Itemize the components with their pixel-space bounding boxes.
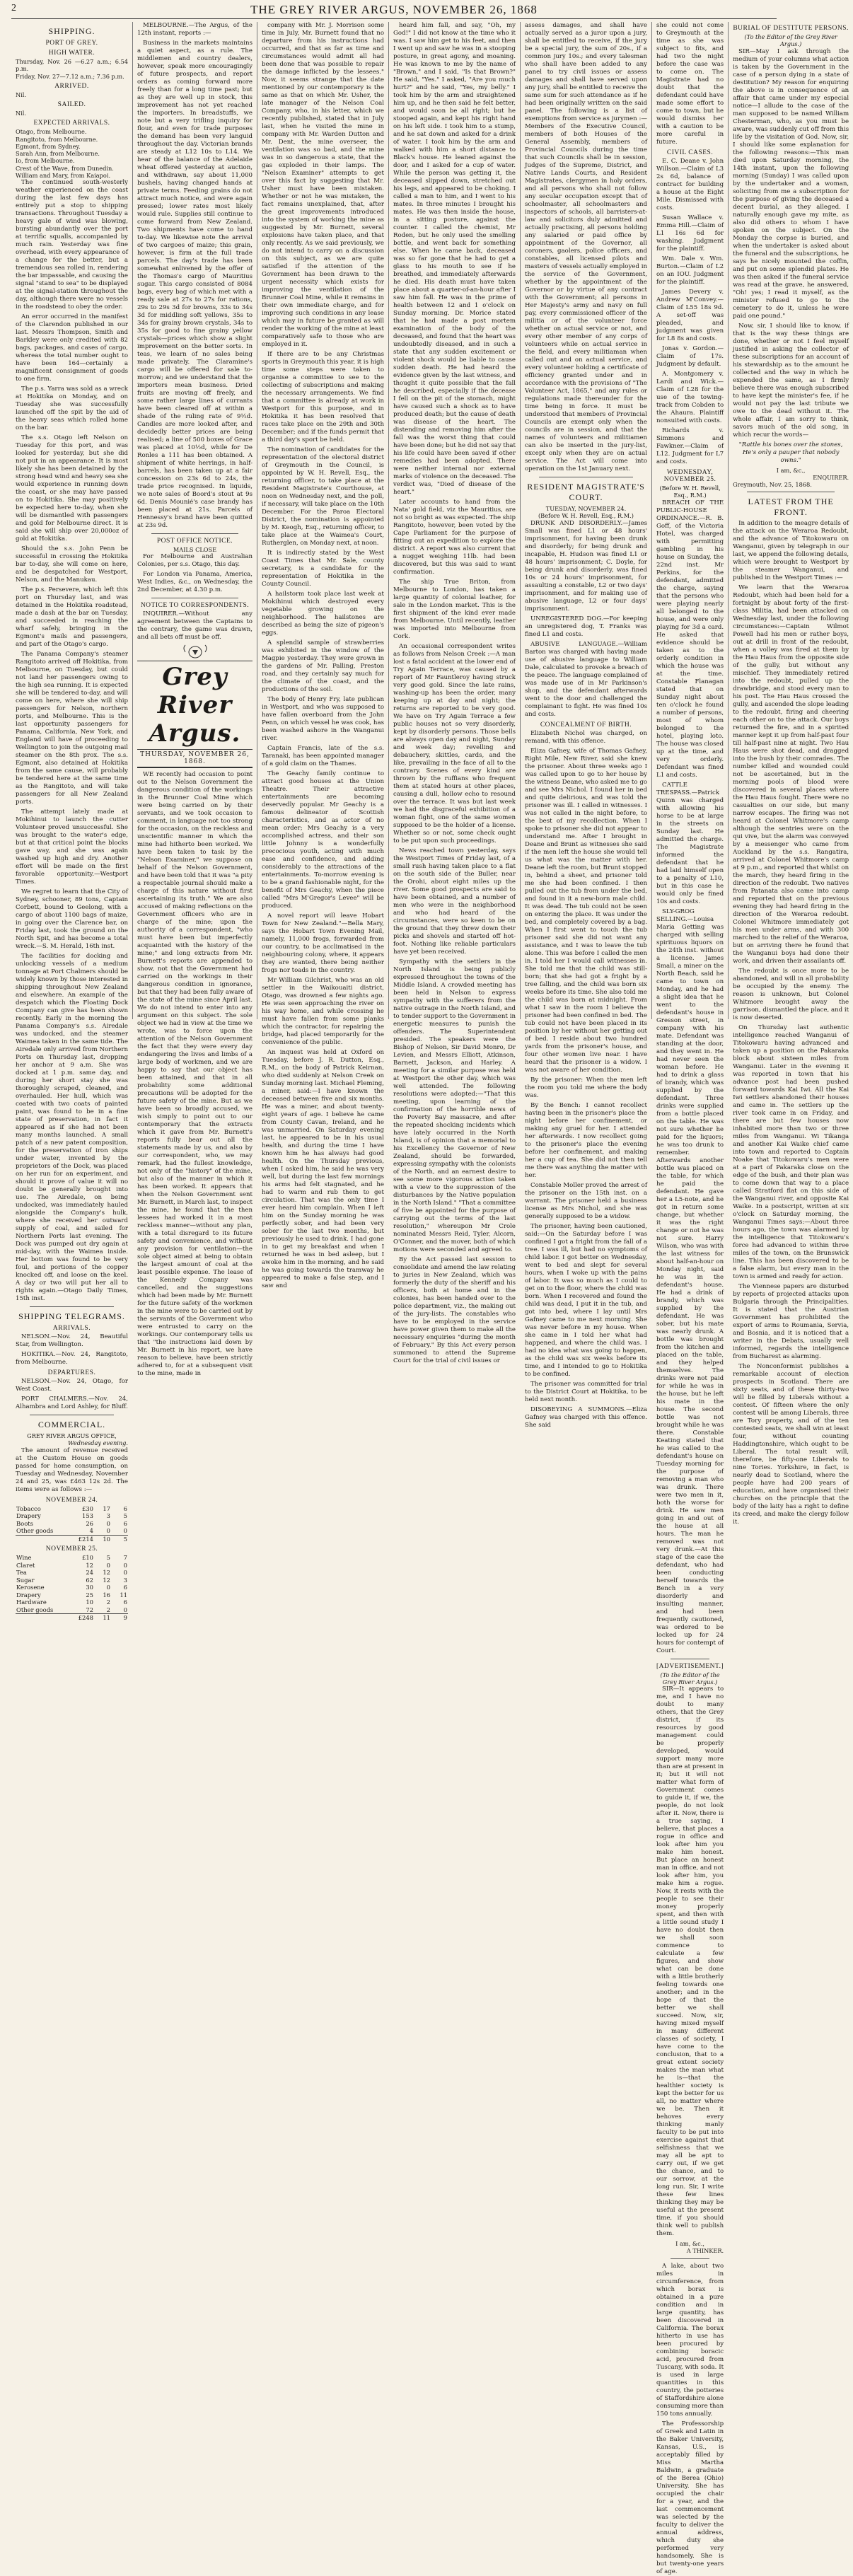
arrived-text: Nil.: [16, 91, 27, 98]
revenue-cell-d: 7: [123, 1554, 127, 1561]
revenue-cell-d: 6: [123, 1584, 127, 1591]
court-paragraph: CATTLE TRESPASS.—Patrick Quinn was charged with allowing his horse to be at large in the streets on Sunday last. He admitted the charge. The Magistrate informed the defendant that he had laid himself open to a penalty of L10, but in this case he would only be fined 10s and costs.: [656, 781, 724, 905]
shipping-paragraph: The continued south-westerly weather experienced on the coast during the last few days has entirely put a stop to shipping transactions. Throughout Tuesday a heavy gale of wind was blowing, bursting abundantly over the port at terrific squalls, accompanied by much rain. Yesterday was fine overhead, with every appearance of a change for the better, but a tremendous sea rolled in, rendering the bar impassable, and causing the signal "stand to sea" to be displayed at the signal-station throughout the day, although there were no vessels in the roadstead to obey the order.: [16, 179, 128, 311]
news-paragraph: company with Mr. J. Morrison some time in July, Mr. Burnett found that no departure from his instructions had occurred, and that as far as time and circumstances would admit all had been done that was possible to repair the damage inflicted by the lessees." Now, it seems strange that the date mentioned by our contemporary is the same as that on which Mr. Usher, the late manager of the Nelson Coal Company, who, in his letter, which we recently published, stated that in July last, when he visited the mine in company with Mr. Warden Dutton and Mr. Dent, the mine overseer, the ventilation was so bad, and the mine was in so dangerous a state, that the gas exploded in their lamps. The "Nelson Examiner" attempts to get over this fact by suggesting that Mr. Usher must have been mistaken. Whether or not he was mistaken, the fact remains unexplained, that, after the great improvements introduced into the system of working the mine as suggested by Mr. Burnett, several explosions have taken place, and that only recently. As we said previously, we do not intend to carry on a discussion on this subject, as we are quite satisfied if the attention of the Government has been drawn to the urgent necessity which exists for improving the ventilation of the Brunner Coal Mine, while it remains in their own immediate charge, and for improving such conditions in any lease which may in future be granted as will render the working of the mine at least comparatively safe to those who are employed in it.: [262, 22, 384, 348]
telegrams-heading: SHIPPING TELEGRAMS.: [18, 1311, 125, 1321]
revenue-cell-s: 0: [106, 1561, 110, 1569]
mail-notice: For Melbourne and Australian Colonies, per s.s. Otago, this day.: [137, 553, 253, 569]
advert-to: (To the Editor of the Grey River Argus.): [660, 1671, 720, 1686]
revenue-cell-item: Boots: [16, 1519, 33, 1527]
notice-text: INQUIRER.—Without any agreement between the Captains to the contrary, the game was drawn, and all bets off must be off.: [137, 610, 253, 642]
court-paragraph: Elizabeth Nichol was charged, on remand, with this offence.: [525, 729, 647, 745]
court-heading: RESIDENT MAGISTRATE'S COURT.: [527, 482, 645, 502]
court-before: (Before W. H. Revell, Esq., R.M.): [538, 512, 634, 520]
revenue-cell-item: Sugar: [16, 1576, 35, 1584]
shipping-heading: SHIPPING.: [48, 26, 95, 36]
revenue-row: [16, 1591, 128, 1599]
letter-paragraph: SIR—It appears to me, and I have no doubt to many others, that the Grey district, if its resources by good management could be properly developed, would support many more than are at present in it; but it will not matter what form of Government comes to guide it, if we, the people, do not look after it. Now, there is a true saying, I believe, that places a rogue in office and look after him you make him honest. But place an honest man in office, and not look after him, you make him a rogue. Now, it rests with the people to see their money properly spent, and then with a little sound study I have no doubt then we shall soon commence to calculate a few figures, and show what can be done with a little brotherly feeling towards one another; and in the hope of that the better we shall succeed. Now, sir, having mixed myself in many different classes of society, I have come to the conclusion, that to a great extent society makes the man what he is—that the healthier society is kept the better for us all, no matter where we be. Then it behoves every thinking manly faculty to be put into exercise against that selfishness that we may all be apt to carry out, if we get the chance, and to our sorrow, at the long run. Sir, I write these few lines thinking they may be useful at the present time, if you should think well to publish them.: [656, 1686, 724, 2237]
revenue-cell-d: 3: [123, 1576, 127, 1584]
telegram-item: NELSON.—Nov. 24, Otago, for West Coast.: [16, 1378, 128, 1393]
market-paragraph: Business in the markets maintains a quiet aspect, as a rule. The middlemen and country dealers, however, speak more encouragingly of future prospects, and report orders as coming forward more freely than for a long time past; but as they are well up in stock, this improvement has not yet reached the importers. In breadstuffs, we note but a very trifling inquiry for flour, and even for trade purposes the demand has been very languid throughout the day. Victorian brands are steady at L12 10s to L14. We hear of the balance of the Adelaide wheat offered yesterday at auction, and withdrawn, say about 11,000 bushels, having changed hands at private terms. Feeding grains do not attract much notice, and were again pressed; lower rates most likely would rule. Supplies still continue to come forward from New Zealand. Two shipments have come to hand to-day. We likewise note the arrival of two cargoes of maize; this grain, however, is firm at the full trade parcels. The day's trade has been somewhat enlivened by the offer of the Thomas's cargo of Mauritius sugar. This cargo consisted of 8084 bags, every bag of which met with a ready sale at 27s to 27s for rations, 29s to 29s 3d for browns, 33s to 34s 3d for middling soft yellows, 35s to 34s for grainy brown crystals, 34s to 35s for good to fine grainy yellow crystals—prices which show a slight improvement on the better sorts. In teas, we learn of no sales being made privately. The Claramine's cargo will be offered for sale to-morrow; and we understand that the importers mean business. Dried fruits are moving off freely, and some rather large lines of currants have been cleared off at within a shade of the ruling rate of 9½d. Candles are more looked after, and decidedly better prices are being realised; a line of 500 boxes of Grace was placed at 10½d, while for De Ronles a 111 has been obtained. A shipment of white herrings, in half-barrels, has been taken up at a fair concession on 23s 6d to 24s, the trade price recognised. In liquids, we note sales of Boord's stout at 9s 6d. Denis Mounié's case brandy has been placed at 21s. Parcels of Hennessy's brand have been quitted at 23s 9d.: [137, 40, 253, 529]
news-paragraph: The Nonconformist publishes a remarkable account of election prospects in Scotland. There are sixty seats, and of these thirty-two will be filled by Liberals without a contest. Of fifteen where the only contest will be among Liberals, three are Tory property, and of the ten contested seats, we shall win at least four, without counting Haddingtonshire, which ought to be Liberal. The total result will, therefore, be fifty-one Liberals to nine Tories. Yorkshire, in fact, is nearly dead to Scotland, where the people have had 200 years of education, and have organised their churches on the principle that the body of the laity has a right to define its creed, and make the clergy follow it.: [733, 1363, 849, 1526]
news-paragraph: Mr William Gilchrist, who was an old settler in the Waikouaiti district, Otago, was drowned a few nights ago. He was seen approaching the river on his way home, and while crossing he must have fallen from some planks which the contractor, for repairing the bridge, had placed temporarily for the convenience of the public.: [262, 977, 384, 1046]
revenue-total-cell: £214: [78, 1535, 93, 1543]
news-paragraph: In addition to the meagre details of the attack on the Weraroa Redoubt, and the advance of Titokowaru on Wanganui, given by telegraph in our last, we append the following details, which were brought to Westport by the steamer Wanganui, and published in the Westport Times :—: [733, 520, 849, 582]
revenue-cell-s: 12: [103, 1576, 110, 1584]
arrived-heading: ARRIVED.: [54, 82, 89, 90]
column-court: [521, 22, 652, 1429]
revenue-row: [16, 1554, 128, 1562]
revenue-cell-d: 6: [123, 1599, 127, 1606]
revenue-cell-l: £30: [82, 1504, 93, 1512]
news-paragraph: The Professorship of Greek and Latin in the Baker University, Kansas, U.S., is acceptably filled by Miss Martha Baldwin, a graduate of the Berea (Ohio) University. She has occupied the chair for a year, and the last commencement was selected by the faculty to deliver the annual address, which duty she performed very handsomely. She is but twenty-one years of age.: [656, 2420, 724, 2575]
revenue-cell-l: 153: [82, 1512, 93, 1519]
news-paragraph: A novel report will leave Hobart Town for New Zealand."—Bella Mary, says the Hobart Town Evening Mail, namely, 11,000 frogs, forwarded from our country, to be acclimatised in the neighbouring colony, where, it appears they are wanted, there being neither frogs nor toads in the country.: [262, 912, 384, 974]
telegram-item: PORT CHALMERS.—Nov. 24, Alhambra and Lord Ashley, for Bluff.: [16, 1396, 128, 1410]
nov24-heading: NOVEMBER 24.: [45, 1496, 98, 1504]
shipping-paragraph: The p.s. Persevere, which left this port on Thursday last, and was detained in the Hokitika roadstead, made a dash at the bar on Tuesday, and succeeded in reaching the wharf safely, bringing in the Egmont's mails and passengers, and part of the Otago's cargo.: [16, 586, 128, 648]
revenue-cell-l: 62: [86, 1576, 93, 1584]
civil-case: E. C. Deane v. John Willson.—Claim of L3 2s 6d, balance of contract for building a house at the Eight Mile. Dismissed with costs.: [656, 158, 724, 211]
expected-item: Otago, from Melbourne.: [16, 128, 87, 136]
revenue-cell-s: 17: [103, 1504, 110, 1512]
court-paragraph: DRUNK AND DISORDERLY.—James Small was fined L1 or 48 hours' imprisonment, for having been drunk and disorderly; for being drunk and incapable, H. Hudson was fined L1 or 48 hours' imprisonment; C. Doyle, for being drunk and disorderly, was fined 10s or 24 hours' imprisonment, for assaulting a constable, L2 or two days' imprisonment, and for making use of abusive language, L2 or four days' imprisonment.: [525, 519, 647, 613]
shipping-paragraph: The p.s. Yarra was sold as a wreck at Hokitika on Monday, and on Tuesday she was successfully launched off the spit by the aid of the heavy seas which rolled home on the bar.: [16, 385, 128, 431]
port-heading: PORT OF GREY.: [45, 40, 98, 47]
revenue-cell-item: Tea: [16, 1569, 27, 1576]
news-paragraph: An occasional correspondent writes as follows from Nelson Creek :—A man lost a fatal accident at the lower end of Try Again Terrace, was caused by a report of Mr Fauntleroy having struck very good gold. Since the late rains, washing-up has been the order, many keeping up at day and night; the returns are reported to be very good. We have on Try Again Terrace a few public houses not so very disorderly, kept by disorderly persons. Those bells are always open day and night, Sunday and week day; revelling and debauchery, skittles, cards, and the like, prevailing in the face of all to the contrary. Scenes of every kind are thrown by the ruffians who frequent them at stated hours at other places, causing a dull, hollow echo to resound over the terrace. It was but last week we had the disgraceful exhibition of a woman fight, one of the same women supposed to be the holder of a license. Whether so or not, some check ought to be put upon such proceedings.: [393, 643, 516, 845]
letter-sign: I am, &c.,: [675, 2240, 704, 2247]
court-paragraph: SLY-GROG SELLING.—Louisa Maria Getting was charged with selling spirituous liquors on the 24th inst. without a license. James Small, a miner on the North Beach, said he came to town on Monday, and he had a slight idea that he went to the defendant's house in Gresson street, in company with his mate. Defendant was standing at the door, and they went in. He had never seen the woman before. He had to drink a glass of brandy, which was supplied by the defendant. Three drinks were supplied from a bottle placed on the table. He was not sure whether he paid for the liquors; he was too drunk to remember. Afterwards another bottle was placed on the table, for which he paid the defendant. He gave her a L5-note, and he got in return some change, but whether it was the right change or not he was not sure. Harry Wilson, who was with the last witness for about half-an-hour on Monday night, said he was in the defendant's house. He had a drink of brandy, which was supplied by the defendant. He was sober, but his mate was nearly drunk. A bottle was brought from the kitchen and placed on the table, and they helped themselves. The drinks were not paid for while he was in the house, but he left his mate in the house. The second bottle was not brought while he was there. Constable Keating stated that he was called to the defendant's house on Tuesday morning for the purpose of removing a man who was drunk. There were two men in it, both the worse for drink. He saw men going in and out of the house at all hours. The man he removed was not very drunk.—At this stage of the case the defendant, who had been conducting herself towards the Bench in a very disorderly and insulting manner, and had been frequently cautioned, was ordered to be locked up for 24 hours for contempt of Court.: [656, 907, 724, 1654]
letter-name: A THINKER.: [686, 2247, 724, 2255]
news-paragraph: On Thursday last authentic intelligence reached Wanganui of Titokowaru having advanced and taken up a position on the Pakaraka block about sixteen miles from Wanganui. Later in the evening it was reported in town that his advance post had been pushed forward towards Kai Iwi. All the Kai Iwi settlers abandoned their houses and came in. The settlers up the river took came in on Friday, and there are but few houses now inhabited more than two or three miles from Wanganui. Wi Tikanga and another Kai Waike chief came into town and reported to Captain Noake that Titokowaru's men were at a part of Pakaraka close on the edge of the bush, and their plan was to come down that way to a place called Stratford flat on this side of the Wanganui river, and opposite Kai Waike. In a postscript, written at six o'clock on Saturday morning, the Wanganui Times says:—About three hours ago, the town was alarmed by the intelligence that Titokowaru's force had advanced to within three miles of the town, on the Brunswick line. This has been discovered to be a false alarm, but every man in the town is armed and ready for action.: [733, 1024, 849, 1281]
revenue-table-nov25: [16, 1554, 128, 1622]
court-paragraph: ABUSIVE LANGUAGE.—William Barton was charged with having made use of abusive language to William Dale, calculated to provoke a breach of the peace. The language complained of was made use of in Mr Parkinson's shop, and the defendant afterwards went to the door and challenged the complainant to fight. He was fined 10s and costs.: [525, 640, 647, 718]
commercial-office: GREY RIVER ARGUS OFFICE,: [27, 1432, 117, 1439]
revenue-row: [16, 1520, 128, 1528]
column-markets: [133, 22, 257, 1378]
nov25-heading: NOVEMBER 25.: [45, 1545, 98, 1553]
revenue-cell-item: Claret: [16, 1561, 35, 1569]
revenue-row: [16, 1599, 128, 1606]
expected-item: William and Mary, from Kaiapoi.: [16, 171, 111, 179]
revenue-total-cell: £248: [78, 1614, 93, 1621]
letter-place: Greymouth, Nov. 25, 1868.: [733, 481, 812, 488]
news-paragraph: A splendid sample of strawberries was exhibited in the window of the Magpie yesterday. They were grown in the gardens of Mr. Palling, Preston road, and they certainly say much for the climate of the coast, and the productions of the soil.: [262, 639, 384, 693]
revenue-total-cell: 11: [94, 1614, 111, 1622]
court-paragraph: Eliza Gafney, wife of Thomas Gafney, Right Mile, New River, said she knew the prisoner. About three weeks ago I was called upon to go to her house by the witness Deane, who asked me to go and see Mrs Nichol. I found her in bed and quite delirious, and was told the prisoner was ill. I called in witnesses. I was not called in the night before, to the best of my recollection. When I spoke to prisoner she did not appear to understand me. After I brought in Deane and Brunt as witnesses she said if the men left the house she would tell us what was the matter with her. Deane left the room, but Brunt stopped in, behind a sheet, and prisoner told me she had been confined. I then pulled out the tub from under the bed, and found in it a new-born male child. It was dead. The tub could not be seen on entering the place. It was under the bed, and completely covered by a bag. When I first went to touch the tub prisoner said she did not want any assistance, and I was to leave the tub alone. This was before I called the men in. I told her I would call witnesses in. She told me that the child was still-born; that she had got a fright by a tree falling, and the child was born six weeks before its time. She also told me the child was born at midnight. From what I saw in the room I believe the prisoner had been confined in bed. The tub could not have been placed in its position by her without her getting out of bed. I reside about two hundred yards from the prisoner's house, and four other women live near. I have heard that the prisoner is a widow. I was not aware of her condition.: [525, 747, 647, 1074]
news-paragraph: The body of Henry Fry, late publican in Westport, and who was supposed to have fallen overboard from the John Penn, on which vessel he was cook, has been washed ashore in the Wanganui river.: [262, 696, 384, 742]
letter-paragraph: Now, sir, I should like to know, if that is the way these things are done, whether or not I feel myself justified in asking the collector of these subscriptions for an account of his stewardship as to the amount he collected and the way in which he expended the same, as I firmly believe there was enough subscribed to have kept the minister's fee, if he would not pay the last tribute we owe to the dead without it. The whole affair, I am sorry to think, savors much of the old song, in which recur the words—: [733, 322, 849, 439]
court-paragraph: she could not come to Greymouth at the time as she was subject to fits, and had two the night before the case was to come on. The Magistrate had no doubt that the defendant could have made some effort to come to town, but he would dismiss her with a caution to be more careful in future.: [656, 22, 724, 146]
burial-heading: BURIAL OF DESTITUTE PERSONS.: [733, 25, 849, 32]
masthead-title: THE GREY RIVER ARGUS, NOVEMBER 26, 1868: [250, 3, 538, 16]
column-civil-cases: [652, 22, 729, 2575]
page-number: 2: [11, 3, 17, 13]
court-paragraph: Constable Moller proved the arrest of the prisoner on the 15th inst. on a warrant. The prisoner held a business license as Mrs Nichol, and she was generally supposed to be a widow.: [525, 1181, 647, 1220]
newspaper-flag: Grey River Argus.: [137, 661, 253, 750]
news-paragraph: We learn that the Weraroa Redoubt, which had been held for a fortnight by about forty of the first-class Militia, had been attacked on Wednesday last, under the following circumstances:—Captain Wilmot Powell had his men or rather boys, out at drill in front of the redoubt, when a volley was fired at them by the Hau Haus from the opposite side of the gully, but without any mischief. They immediately retired into the redoubt, pulled up the drawbridge, and stood every man to his post. The Hau Haus crossed the gully, and ascended the slope leading to the redoubt, firing and cheering each other on to the attack. Our boys returned the fire, and in a spirited manner kept it up from half-past four till half-past nine at night. Two Hau Haus were shot dead, and dragged into the bush by their comrades. The number killed and wounded could not be ascertained, but in the morning pools of blood were discovered in several places where the Hau Haus fought. There were no casualties on our side, but many narrow escapes. The firing was not heard at Colonel Whitmore's camp although the sentries were on the qui vive, but the alarm was conveyed by a messenger who came from Auckland by the s.s. Rangatira, arrived at Colonel Whitmore's camp at 9 p.m., and reported that whilst on the march, they heard firing in the direction of the redoubt. Two natives from Patanata also came into camp and reported that on the previous evening they had heard firing in the direction of the Weraroa redoubt. Colonel Whitmore immediately got his men under arms, and with 300 marched to the relief of the Weraroa, but on arriving there he found that the Wanganui boys had done their work, and driven their assailants off.: [733, 584, 849, 965]
letter-paragraph: SIR—May I ask through the medium of your columns what action is taken by the Government in the case of a person dying in a state of destitution? My reason for enquiring the above is in consequence of an affair that came under my especial notice—I allude to the case of the man supposed to be named William Chesterman, who, as you must be aware, was suddenly cut off from this life by the visitation of God. Now, sir, I should like some explanation for the following reasons:—This man died upon Saturday morning, the 14th instant, upon the following morning (Sunday) I was called upon by the undertaker and a woman, soliciting from me a subscription for the purpose of giving the deceased a decent burial, as they alleged. I naturally enough gave my mite, as also did others to whom I have spoken on the subject. On the Monday the corpse is buried, and when the undertaker is asked about the funeral and the subscriptions, he says he nicely mounted the coffin, and put on some splendid plates. He was then asked if the funeral service was read at the grave, he answered, "Oh! yes; I read it myself, as the minister refused to go to the cemetery to do it, unless he were paid one pound.": [733, 47, 849, 320]
letter-quote: "Rattle his bones over the stones, He's only a pauper that nobody owns.": [738, 441, 843, 464]
revenue-cell-s: 0: [106, 1519, 110, 1527]
court-paragraph: By the prisoner: When the men left the room you told me where the body was.: [525, 1076, 647, 1099]
revenue-total-cell: 5: [111, 1535, 128, 1543]
revenue-cell-item: Drapery: [16, 1591, 41, 1599]
news-paragraph: The ship True Briton, from Melbourne to London, has taken a large quantity of colonial leather, for sale in the London market. This is the first shipment of the kind ever made from Melbourne. Until recently, leather was imported into Melbourne from Cork.: [393, 579, 516, 640]
expected-item: Egmont, from Sydney.: [16, 142, 81, 150]
expected-item: Io, from Melbourne.: [16, 157, 75, 165]
high-water-heading: HIGH WATER.: [48, 50, 95, 57]
arrivals-heading: ARRIVALS.: [52, 1325, 91, 1332]
revenue-cell-s: 12: [103, 1569, 110, 1576]
revenue-row: [16, 1562, 128, 1570]
shipping-paragraph: The Panama Company's steamer Rangitoto arrived off Hokitika, from Melbourne, on Tuesday, but could not land her passengers owing to the high sea running. It is expected she will be tendered to-day, and will come on here, where she will ship passengers for Nelson, northern ports, and Melbourne. This is the last opportunity passengers for Panama, California, New York, and England will have of proceeding to Wellington to join the outgoing mail steamer on the 8th prox. The s.s. Egmont, also detained at Hokitika from the same cause, will probably be tendered here at the same time as the Rangitoto, and will take passengers for all New Zealand ports.: [16, 651, 128, 806]
expected-item: Sarah Ann, from Melbourne.: [16, 150, 100, 157]
divider: [671, 2258, 709, 2259]
news-paragraph: Sympathy with the settlers in the North Island is being publicly expressed throughout the towns of the Middle Island. A crowded meeting has been held in Nelson to express sympathy with the sufferers from the native outrage in the North Island, and to tender support to the Government in energetic measures to punish the offenders. The Superintendent presided. The speakers were the Bishop of Nelson, Sir David Monro, Dr Levien, and Messrs Elliott, Atkinson, Barnett, Jackson, and Harley. A meeting for a similar purpose was held at Westport the other day, which was well attended. The following resolutions were adopted:—"That this meeting, upon learning of the confirmation of the horrible news of the Poverty Bay massacre, and after the repeated shocking incidents which have lately occurred in the North Island, is of opinion that a memorial to his Excellency the Governor of New Zealand, should be forwarded, expressing sympathy with the colonists of the North, and an earnest desire to see some more vigorous action taken with a view to the suppression of the disturbances by the Native population in the North Island." "That a committee of five be appointed for the purpose of carrying out the terms of the last resolution," whereupon Mr Crole nominated Messrs Reid, Tyler, Alcorn, O'Conner, and the mover, both of which motions were seconded and agreed to.: [393, 958, 516, 1253]
revenue-cell-s: 3: [106, 1512, 110, 1519]
revenue-total-row: [16, 1614, 128, 1622]
revenue-cell-s: 0: [106, 1584, 110, 1591]
revenue-cell-s: 5: [106, 1554, 110, 1561]
high-water-line: Thursday, Nov. 26 —6.27 a.m.; 6.54 p.m.: [16, 58, 128, 73]
sailed-heading: SAILED.: [57, 101, 86, 108]
divider: [30, 1306, 114, 1307]
court-paragraph: The prisoner, having been cautioned, said:—On the Saturday before I was confined I got a fright from the fall of a tree. I was ill, but had no symptoms of child labor. I got better on Wednesday, went to bed and slept for several hours, when I woke up with the pains of labor. It was so much as I could to get on to the floor, where the child was born. When I recovered and found the child was dead, I put it in the tub, and got into bed, where I lay until Mrs Gafney came to me next morning. She was never before in my house. When she came in I told her what had happened, and where the child was. I had no idea what was going to happen, as the child was six weeks before its time, and I intended to go to Hokitika to be confined.: [525, 1222, 647, 1378]
revenue-cell-l: 25: [86, 1591, 93, 1599]
revenue-cell-l: 72: [86, 1606, 93, 1613]
news-paragraph: An inquest was held at Oxford on Tuesday, before J. R. Dutton, Esq., R.M., on the body of Patrick Keirnan, who died suddenly at Nelson Creek on Sunday morning last. Michael Fleming, a miner, said:—I have known the deceased between five and six months. He was a miner, and about twenty-eight years of age. I believe he came from County Cavan, Ireland, and he was unmarried. On Saturday evening last, he appeared to be in his usual health, and during the time I have known him he has always had good health. On the Thursday previous, when I asked him, he said he was very well, but during the last few mornings his arms had felt stagnated, and he had to warm and rub them to get circulation. That was the only time I ever heard him complain. When I left him on the Sunday morning he was perfectly sober, and had been very sober for the last two months, but previously he used to drink. I had gone in to get my breakfast and when I returned he was in bed asleep, but I awoke him in the morning, and he said he was going towards the tramway he appeared to make a false step, and I saw and: [262, 1049, 384, 1289]
sailed-text: Nil.: [16, 110, 27, 117]
revenue-cell-l: 30: [86, 1584, 93, 1591]
revenue-cell-d: 6: [123, 1519, 127, 1527]
revenue-total-cell: [16, 1614, 77, 1622]
revenue-cell-s: 0: [106, 1527, 110, 1534]
revenue-total-cell: 9: [111, 1614, 128, 1622]
news-paragraph: News reached town yesterday, says the Westport Times of Friday last, of a small rush having taken place to a flat on the south side of the Buller, near the Orohi, about eight miles up the river. Some good prospects are said to have been obtained, and a number of men who were in the neighborhood and who had heard of the circumstances, were so keen to be on the ground that they threw down their picks and shovels and started off hot-foot. Nothing like reliable particulars have yet been received.: [393, 847, 516, 956]
wednesday-heading: WEDNESDAY, NOVEMBER 25.: [663, 469, 716, 483]
market-paragraph: MELBOURNE.—The Argus, of the 12th instant, reports :—: [137, 22, 253, 37]
civil-case: James Devery v. Andrew M'Convey.—Claim of L55 18s 9d. A set-off was pleaded, and judgment was given for L8 8s and costs.: [656, 289, 724, 342]
revenue-cell-s: 16: [103, 1591, 110, 1599]
revenue-cell-s: 2: [106, 1599, 110, 1606]
masthead: [11, 3, 777, 19]
revenue-cell-item: Other goods: [16, 1527, 54, 1534]
revenue-cell-item: Wine: [16, 1554, 32, 1561]
notice-heading: NOTICE TO CORRESPONDENTS.: [140, 602, 250, 610]
revenue-cell-l: 26: [86, 1519, 93, 1527]
revenue-cell-s: 2: [106, 1606, 110, 1613]
court-paragraph: By the Bench: I cannot recollect having been in the prisoner's place the night before her confinement, or making any gruel for her. I attended her afterwards. I now recollect going to the prisoner's place the evening before her confinement, and making her a cup of tea. She did not then tell me there was anything the matter with her.: [525, 1101, 647, 1179]
revenue-row: [16, 1527, 128, 1535]
court-subheading: CONCEALMENT OF BIRTH.: [540, 721, 632, 729]
shipping-paragraph: The attempt lately made at Mokihinui to launch the cutter Volunteer proved unsuccessful. She was brought to the water's edge, but at that critical point the blocks gave way, and she was again washed up high and dry. Another effort will be made on the first favorable opportunity.—Westport Times.: [16, 808, 128, 886]
revenue-cell-l: 10: [86, 1599, 93, 1606]
revenue-total-cell: [16, 1535, 77, 1543]
news-paragraph: The nomination of candidates for the representation of the electoral district of Greymouth in the Council, is appointed by W. H. Revell, Esq., the returning officer, to take place at the Resident Magistrate's Courthouse, at noon on Wednesday next, and the poll, if necessary, will take place on the 10th December. For the Paroa Electoral District, the nomination is appointed by M. Keogh, Esq., returning officer, to take place at the Waimea's Court, Rutherglen, on Monday next, at noon.: [262, 446, 384, 547]
news-paragraph: Later accounts to hand from the Nata' gold field, viz the Mauritius, are not so bright as was expected. The ship Rangitoto, however, been voted by the Cape Parliament for the purpose of fitting out an expedition to explore the district. A report was also current that a nugget weighing 11lb. had been discovered, but this was said to want confirmation.: [393, 499, 516, 576]
news-paragraph: assess damages, and shall have actually served as a juror upon a jury, shall be entitled to receive, if the jury be a special jury, the sum of 20s., if a common jury 10s.; and every talesman who shall have been added to any panel to try civil issues or assess damages and shall have served upon any jury, shall be entitled to receive the same sum for such attendance as if he had been originally written on the said panel. The following is a list of exemptions from service as jurymen :—Members of the Executive Council, members of both Houses of the General Assembly, members of Provincial Councils during the time that such Councils shall be in session, Judges of the Supreme, District, and Native Lands Courts, and Resident Magistrates, clergymen in holy orders, and all persons who shall not follow any secular occupation except that of schoolmaster, all schoolmasters and inspectors of schools, all barristers-at-law and solicitors duly admitted and actually practising, all persons holding any salaried or paid office by appointment of the Governor, all coroners, gaolers, police officers, and constables, all licensed pilots and masters of vessels actually employed in the service of the Government, whether by the appointment of the Governor or by virtue of any contract with the Government; all persons in Her Majesty's army and navy on full pay, every commissioned officer of the militia or of the volunteer force whether on actual service or not, and every other member of any corps of volunteers while on actual service in the field, and every militiaman when called out and on actual service, and every volunteer holding a certificate of efficiency granted under and in accordance with the provisions of "The Volunteer Act, 1865," and any rules or regulations made thereunder for the time being in force. It must be understood that members of Provincial Councils are exempt only when the councils are in session, and that the names of volunteers and militiamen can also be inserted in the jury-list, except only when they are on actual service. The Act will come into operation on the 1st January next.: [525, 22, 647, 472]
latest-heading: LATEST FROM THE FRONT.: [748, 497, 834, 518]
revenue-cell-d: 5: [123, 1512, 127, 1519]
shipping-paragraph: We regret to learn that the City of Sydney, schooner, 89 tons, Captain Corbett, bound to Geelong, with a cargo of about 1100 bags of maize, in going over the Clarence bar, on Friday last, took the ground on the North Spit, and has become a total wreck.—S. M. Herald, 16th inst.: [16, 888, 128, 950]
leader-paragraph: WE recently had occasion to point out to the Nelson Government the dangerous condition of the workings in the Brunner Coal Mine which were being carried on by their servants, and we took occasion to comment, in language not too strong for the occasion, on the reckless and unscientific manner in which the mine had hitherto been worked. We have been taken to task by the "Nelson Examiner," we suppose on behalf of the Nelson Government, and have been told that it was "a pity a respectable journal should make a charge of this nature without first ascertaining its truth." We are also accused of making reflections on the Government officers who are in charge of the mine; upon the authority of a correspondent, "who must have been but imperfectly acquainted with the history of the mine;" and long extracts from Mr. Burnett's reports are appended to show, not that the Government had carried on the workings in their dangerous condition in ignorance, but that they had been fully aware of the state of the mine since April last. We do not intend to enter into any argument on this subject. The sole object we had in view at the time we wrote, was to force upon the attention of the Nelson Government the fact that they were every day endangering the lives and limbs of a large body of workmen, and we are happy to say that our object has been attained, and that in all probability some additional precautions will be adopted for the future safety of the mine. But as we have been so broadly accused, we wish simply to point out to our contemporary that the extracts which it gave from Mr. Burnett's reports fully bear out all the statements made by us, and also by our correspondent, who, we may remark, had the fullest knowledge, not only of the "history" of the mine, but also of the manner in which it has been worked. It appears that when the Nelson Government sent Mr. Burnett, in March last, to inspect the mine, he found that the then lessees had worked it in a most reckless manner—without any plan, with a total disregard to its future safety and convenience, and without any provision for ventilation—the sole object aimed at being to obtain the largest amount of coal at the least possible expense. The lease of the Kennedy Company was cancelled, and the suggestions which had been made by Mr. Burnett for the future safety of the workmen in the mine were to be carried out by the servants of the Government who were entrusted to carry on the workings. Our contemporary tells us that "the instructions laid down by Mr. Burnett in his report, we have reason to believe, have been strictly adhered to, for at a subsequent visit to the mine, made in: [137, 771, 253, 1378]
news-paragraph: A lake, about two miles in circumference, from which borax is obtained in a pure condition and in large quantity, has been discovered in California. The borax hitherto in use has been procured by combining boracic acid, procured from Tuscany, with soda. It is used in large quantities in this country, the potteries of Staffordshire alone consuming more than 150 tons annually.: [656, 2262, 724, 2418]
telegram-item: NELSON.—Nov. 24, Beautiful Star, from Wellington.: [16, 1333, 128, 1348]
expected-item: Crest of the Wave, from Dunedin.: [16, 164, 114, 172]
court-date: TUESDAY, NOVEMBER 24.: [545, 505, 627, 512]
revenue-row: [16, 1606, 128, 1614]
civil-case: Wm. Dale v. Wm. Burton.—Claim of L2 on an IOU. Judgment for the plaintiff.: [656, 255, 724, 286]
revenue-row: [16, 1569, 128, 1577]
post-office-heading: POST OFFICE NOTICE.: [156, 538, 233, 545]
revenue-cell-item: Drapery: [16, 1512, 41, 1519]
news-paragraph: By the Act passed last session to consolidate and amend the law relating to juries in New Zealand, which was formerly the duty of the sheriff and his officers, both at home and in the colonies, has been handed over to the police department, viz., the making out of the jury-lists. The constables who have to be employed in the service have power given them to make all the necessary enquiries "during the month of February." By this Act every person summoned to attend the Supreme Court for the trial of civil issues or: [393, 1256, 516, 1364]
letter-sign: I am, &c.,: [776, 466, 806, 474]
court-paragraph: The prisoner was committed for trial to the District Court at Hokitika, to be held next month.: [525, 1380, 647, 1403]
commercial-intro: The amount of revenue received at the Custom House on goods passed for home consumption, on Tuesday and Wednesday, November 24 and 25, was £463 12s 2d. The items were as follows :—: [16, 1446, 128, 1493]
shipping-paragraph: The facilities for docking and unlocking vessels of a medium tonnage at Port Chalmers should be widely known by those interested in shipping throughout New Zealand and elsewhere. An example of the despatch which the Floating Dock Company can give has been shown recently. Early in the morning the Panama Company's s.s. Airedale was undocked, and the steamer Waimea taken in the same tide. The Airedale only arrived from Northern Ports on Thursday last, dropping her anchor at 9 a.m. She was docked at 1 p.m. same day, and during her short stay she was thoroughly scraped, cleaned, and overhauled. Her hull, which was coated with two coats of painted paint, was found to be in a fine state of preservation, in fact it appeared as if she had not been many months launched. A small patch of a new patent composition, for the preservation of iron ships under water, invented by the proprietors of the Dock, was placed on her run for an experiment, and should it prove of value it will no doubt be generally brought into use. The Airedale, on being undocked, was immediately hauled alongside the Company's hulk, where she received her outward supply of coal, and sailed for Northern Ports last evening. The Dock was pumped out dry again at mid-day, with the Waimea inside. Her bottom was found to be very foul, and portions of the copper knocked off, and loose on the keel. A day or two will put her all to rights again.—Otago Daily Times, 15th inst.: [16, 953, 128, 1302]
revenue-cell-item: Tobacco: [16, 1504, 41, 1512]
column-local-news: [257, 22, 389, 1289]
revenue-row: [16, 1577, 128, 1584]
civil-case: Susan Wallace v. Emma Hill.—Claim of L1 16s 6d for washing. Judgment for the plaintiff.: [656, 214, 724, 253]
expected-item: Rangitoto, from Melbourne.: [16, 135, 98, 143]
expected-heading: EXPECTED ARRIVALS.: [33, 120, 110, 127]
news-paragraph: If there are to be any Christmas sports in Greymouth this year, it is high time some steps were taken to organise a committee to see to the collecting of subscriptions and making the necessary arrangements. We find that a committee is already at work in Westport for this purpose, and in Hokitika it has been resolved that races take place on the 29th and 30th December; and if the funds permit that a third day's sport be held.: [262, 351, 385, 443]
news-paragraph: heard him fall, and say, "Oh, my God!" I did not know at the time who it was. I saw him get to his feet, and then I went up and saw he was in a stooping posture, in great agony, and moaning. He was known to me by the name of "Brown," and I said, "Is that Brown?" He said, "Yes." I asked, "Are you much hurt?" and he said, "Yes, my belly." I took him by the arm and straightened him up, and he then said he felt better, and would soon be all right; but he stooped again, and kept his right hand on his left side. I took him to a stump, and he sat down and asked for a drink of water. I took him by the arm and walked with him a short distance to Black's house. He leaned against the door, and I asked for a cup of water. While the person was getting it, the deceased slipped down, stretched out his legs, and appeared to be choking. I called a man to him, and I went to his mates. In three minutes I brought his mates. He was then inside the house, in a sitting posture, against the counter. I called the chemist, Mr Roden, but he only used the smelling bottle, and went back for something else. When he came back, deceased was so far gone that he had to get a glass to his mouth to see if he breathed, and immediately afterwards he died. His death must have taken place about a quarter-of-an-hour after I saw him fall. He was in the prime of health between 12 and 1 o'clock on Sunday morning. Dr. Morice stated that he had made a post mortem examination of the body of the deceased, and found that the heart was undoubtedly diseased, and in such a state that any sudden excitement or violent shock would be liable to cause sudden death. He had heard the evidence given by the last witness, and thought it quite possible that the fall he described, especially if the decease I fell on the pit of the stomach, might have caused such a shock as to have produced death; but the cause of death was disease of the heart. The distending and removing him after the fall was the worst thing that could have been done; but he did not say that his life could have been saved if other remedies had been adopted. There were neither internal nor external marks of violence on the deceased. The verdict was, "Died of disease of the heart.": [393, 22, 516, 496]
news-paragraph: The redoubt is once more to be abandoned, and will in all probability be occupied by the enemy. The reason is unknown, but Colonel Whitmore brought away the garrison, dismantled the place, and it is now deserted.: [733, 968, 849, 1022]
commercial-day: Wednesday evening.: [68, 1439, 128, 1447]
revenue-total-cell: 10: [94, 1535, 111, 1543]
commercial-heading: COMMERCIAL.: [37, 1420, 106, 1429]
column-shipping: [11, 22, 133, 1621]
news-paragraph: It is indirectly stated by the West Coast Times that Mr. Sale, county secretary, is a candidate for the representation of Hokitika in the County Council.: [262, 550, 384, 588]
revenue-cell-l: 24: [86, 1569, 93, 1576]
court-paragraph: UNREGISTERED DOG.—For keeping an unregistered dog, T. Franks was fined L1 and costs.: [525, 615, 647, 638]
revenue-cell-d: 0: [123, 1561, 127, 1569]
revenue-cell-l: £10: [82, 1554, 93, 1561]
revenue-cell-l: 4: [89, 1527, 93, 1534]
civil-case: Jonas v. Gordon.—Claim of 17s. Judgment by default.: [656, 345, 724, 368]
court-paragraph: DISOBEYING A SUMMONS.—Eliza Gafney was charged with this offence. She said: [525, 1405, 647, 1429]
advert-heading: [ADVERTISEMENT.]: [656, 1662, 724, 1670]
burial-to: (To the Editor of the Grey River Argus.): [744, 33, 837, 48]
revenue-cell-d: 0: [123, 1527, 127, 1534]
column-front-news: [729, 22, 853, 1526]
revenue-cell-item: Other goods: [16, 1606, 54, 1613]
revenue-cell-item: Kerosene: [16, 1584, 45, 1591]
shipping-paragraph: An error occurred in the manifest of the Clarendon published in our last. Messrs Thompson, Smith and Barkley were only credited with 82 bags, packages, and cases of cargo, whereas the total number ought to have been 164—certainly a magnificent consignment of goods to one firm.: [16, 313, 128, 383]
civil-heading: CIVIL CASES.: [666, 149, 714, 156]
revenue-row: [16, 1584, 128, 1591]
court-before: (Before W. H. Revell, Esq., R.M.): [659, 485, 721, 499]
revenue-table-nov24: [16, 1505, 128, 1543]
column-inquest: [389, 22, 521, 1364]
high-water-line: Friday, Nov. 27—7.12 a.m.; 7.36 p.m.: [16, 72, 124, 80]
civil-case: A. Montgomery v. Lardi and Wick.—Claim of L28 for the use of the towing-track from Cobden to the Ahaura. Plaintiff nonsuited with costs.: [656, 371, 724, 424]
shipping-paragraph: Should the s.s. John Penn be successful in crossing the Hokitika bar to-day, she will come on here, and be despatched for Westport, Nelson, and the Manukau.: [16, 545, 128, 584]
revenue-row: [16, 1505, 128, 1513]
court-paragraph: BREACH OF THE PUBLIC-HOUSE ORDINANCE.—R. B. Goff, of the Victoria Hotel, was charged with permitting gambling in his house on Sunday, the 22nd inst. Mr Perkins, for the defendant, admitted the charge, saying that the persons who were playing nearly all belonged to the house, and were only playing for 3d a card. He asked that evidence should be taken as to the orderly condition in which the house was at the time. Constable Flanagan stated that on Sunday night about ten o'clock he found a number of persons, most of whom belonged to the hotel, playing loto. The house was closed up at the time, and very orderly. Defendant was fined L1 and costs.: [656, 499, 724, 779]
shipping-paragraph: The s.s. Otago left Nelson on Tuesday for this port, and was looked for yesterday, but she did not put in an appearance. It is most likely she has been detained by the strong head wind and heavy sea she would experience in running down the coast, or she may have passed on to Hokitika. She may positively be expected here to-day, when she will be dismantled with passengers and gold for Melbourne direct. It is said she will ship over 20,000oz of gold at Hokitika.: [16, 434, 128, 543]
news-paragraph: A hailstorm took place last week at Mokihinui which destroyed every vegetable growing on the neighborhood. The hailstones are described as being the size of pigeon's eggs.: [262, 591, 384, 637]
departures-heading: DEPARTURES.: [47, 1369, 96, 1376]
revenue-cell-d: 0: [123, 1569, 127, 1576]
revenue-cell-l: 12: [86, 1561, 93, 1569]
divider: [151, 533, 238, 534]
mail-notice: For London via Panama, America, West Indies, &c., on Wednesday, the 2nd December, at 4.30 p.m.: [137, 571, 253, 594]
revenue-cell-d: 0: [123, 1606, 127, 1613]
news-paragraph: Captain Francis, late of the s.s. Taranaki, has been appointed manager of a gold claim on the Thames.: [262, 745, 384, 767]
telegram-item: HOKITIKA.—Nov. 24, Rangitoto, from Melbourne.: [16, 1351, 128, 1366]
letter-name: ENQUIRER.: [813, 473, 849, 481]
news-paragraph: The Geachy family continue to attract good houses at the Union Theatre. Their attractive entertainments are becoming deservedly popular. Mr Geachy is a famous delineator of Scottish characteristics, and as actor of no mean order; Mrs Geachy is a very accomplished actress, and their son little Johnny is a wonderfully precocious youth, acting with much ease and confidence, and adding considerably to the attractions of the entertainments. To-morrow evening is to be a grand fashionable night, for the benefit of Mrs Geachy, when the piece called "Mrs M'Gregor's Levee" will be produced.: [262, 770, 384, 910]
revenue-row: [16, 1512, 128, 1520]
civil-case: Richards v. Simmons and Fawkner.—Claim of L12. Judgment for L7 and costs.: [656, 427, 724, 465]
revenue-total-row: [16, 1535, 128, 1543]
crest-icon: [181, 644, 209, 659]
columns: [11, 22, 849, 2575]
dateline: THURSDAY, NOVEMBER 26, 1868.: [137, 751, 253, 768]
mails-close: MAILS CLOSE: [173, 546, 217, 553]
revenue-cell-d: 11: [120, 1591, 127, 1599]
news-paragraph: The Viennese papers are disturbed by reports of projected attacks upon Bulgaria through the Principalities. It is stated that the Austrian Government has prohibited the export of arms to Roumania, Servia, and Bosnia, and it is noticed that a writer in the Debats, usually well informed, regards the intelligence from Bucharest as alarming.: [733, 1283, 849, 1361]
revenue-cell-d: 6: [123, 1504, 127, 1512]
revenue-cell-item: Hardware: [16, 1599, 47, 1606]
